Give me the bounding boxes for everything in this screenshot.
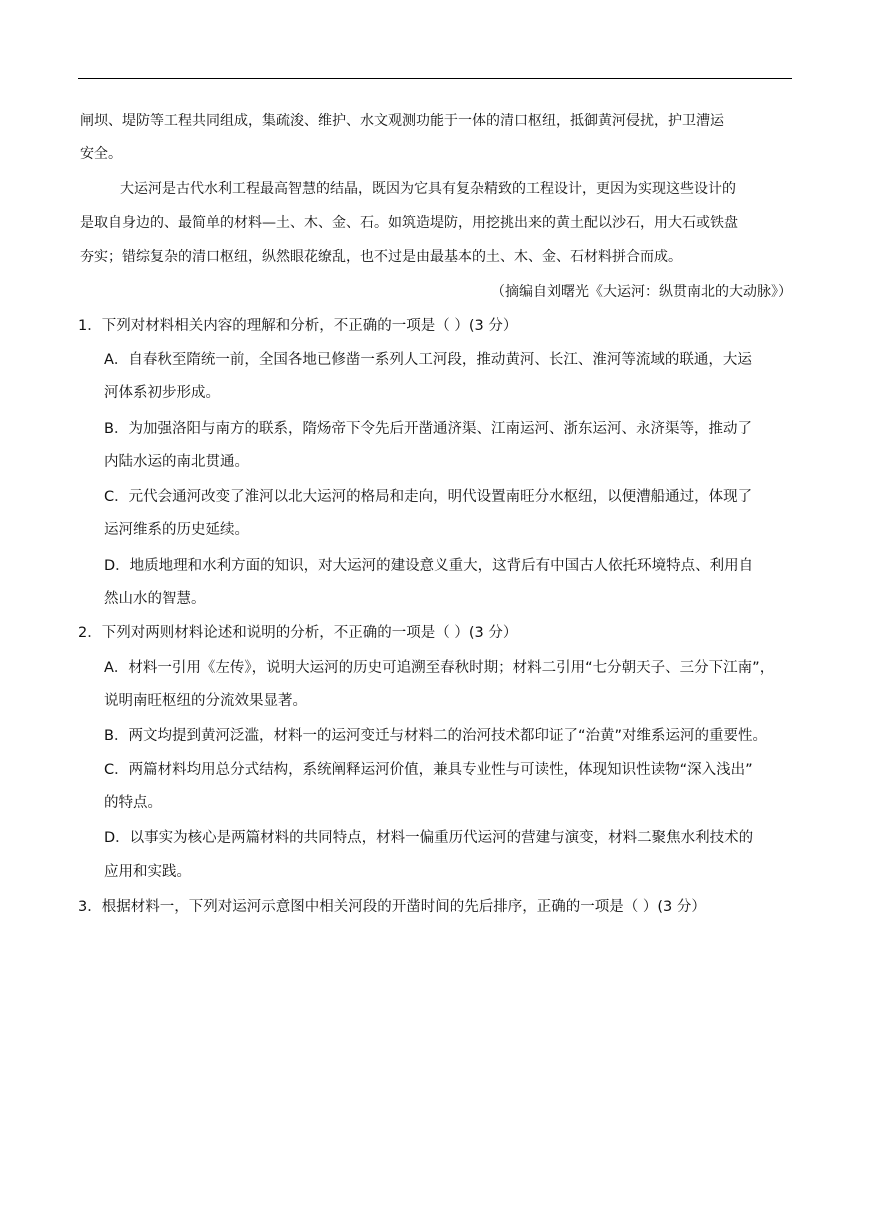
option-a-line: 说明南旺枢纽的分流效果显著。 (104, 693, 307, 709)
option-b-line: 内陆水运的南北贯通。 (104, 454, 249, 470)
option-d-line: D．地质地理和水利方面的知识，对大运河的建设意义重大，这背后有中国古人依托环境特点、利用自 (104, 558, 754, 574)
option-a-line: A．自春秋至隋统一前，全国各地已修凿一系列人工河段，推动黄河、长江、淮河等流域的联通，大运 (104, 352, 752, 368)
passage-line: 夯实；错综复杂的清口枢纽，纵然眼花缭乱，也不过是由最基本的土、木、金、石材料拼合而成。 (80, 249, 682, 265)
option-d-line: 应用和实践。 (104, 864, 191, 880)
passage-line: 大运河是古代水利工程最高智慧的结晶，既因为它具有复杂精致的工程设计，更因为实现这些设计的 (120, 181, 736, 197)
option-c-line: 运河维系的历史延续。 (104, 522, 249, 538)
option-a-line: 河体系初步形成。 (104, 385, 220, 401)
header-rule (78, 78, 792, 79)
option-d-line: D．以事实为核心是两篇材料的共同特点，材料一偏重历代运河的营建与演变，材料二聚焦水利技术的 (104, 830, 754, 846)
option-b-line: B．两文均提到黄河泛滥，材料一的运河变迁与材料二的治河技术都印证了“治黄”对维系运河的重要性。 (104, 728, 767, 744)
passage-source: （摘编自刘曙光《大运河：纵贯南北的大动脉》） (491, 284, 792, 300)
passage-line: 闸坝、堤防等工程共同组成，集疏浚、维护、水文观测功能于一体的清口枢纽，抵御黄河侵扰，护卫漕运 (80, 113, 724, 129)
question-stem: 3．根据材料一，下列对运河示意图中相关河段的开凿时间的先后排序，正确的一项是（ ）(3 分） (78, 899, 706, 915)
option-c-line: 的特点。 (104, 795, 162, 811)
option-c-line: C．两篇材料均用总分式结构，系统阐释运河价值，兼具专业性与可读性，体现知识性读物“深入浅出” (104, 762, 753, 778)
option-d-line: 然山水的智慧。 (104, 591, 206, 607)
option-c-line: C．元代会通河改变了淮河以北大运河的格局和走向，明代设置南旺分水枢纽，以便漕船通过，体现了 (104, 489, 753, 505)
option-a-line: A．材料一引用《左传》，说明大运河的历史可追溯至春秋时期；材料二引用“七分朝天子、三分下江南”， (104, 660, 775, 676)
passage-line: 安全。 (80, 146, 122, 162)
option-b-line: B．为加强洛阳与南方的联系，隋炀帝下令先后开凿通济渠、江南运河、浙东运河、永济渠等，推动了 (104, 421, 752, 437)
passage-line: 是取自身边的、最简单的材料—土、木、金、石。如筑造堤防，用挖挑出来的黄土配以沙石，用大石或铁盘 (80, 215, 738, 231)
question-stem: 1．下列对材料相关内容的理解和分析，不正确的一项是（ ）(3 分） (78, 318, 518, 334)
question-stem: 2．下列对两则材料论述和说明的分析，不正确的一项是（ ）(3 分） (78, 625, 518, 641)
